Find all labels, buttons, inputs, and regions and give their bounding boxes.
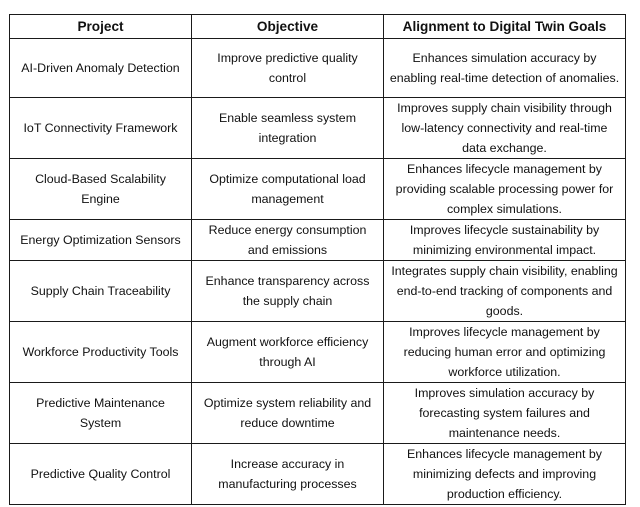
cell-alignment: Improves simulation accuracy by forecasting system failures and maintenance needs.: [384, 383, 626, 444]
cell-alignment: Improves lifecycle sustainability by minimizing environmental impact.: [384, 220, 626, 261]
cell-project: Energy Optimization Sensors: [10, 220, 192, 261]
table-row: [10, 98, 626, 159]
digital-twin-projects-table: [9, 14, 626, 505]
cell-alignment: Improves lifecycle management by reducing human error and optimizing workforce utilization.: [384, 322, 626, 383]
cell-objective: Increase accuracy in manufacturing processes: [192, 444, 384, 505]
cell-project: Cloud-Based Scalability Engine: [10, 159, 192, 220]
cell-project: IoT Connectivity Framework: [10, 98, 192, 159]
header-alignment: Alignment to Digital Twin Goals: [384, 15, 626, 39]
cell-objective: Enhance transparency across the supply chain: [192, 261, 384, 322]
cell-objective: Reduce energy consumption and emissions: [192, 220, 384, 261]
cell-project: Predictive Maintenance System: [10, 383, 192, 444]
table-row: [10, 383, 626, 444]
cell-alignment: Enhances lifecycle management by minimizing defects and improving production efficiency.: [384, 444, 626, 505]
cell-objective: Optimize system reliability and reduce downtime: [192, 383, 384, 444]
cell-objective: Augment workforce efficiency through AI: [192, 322, 384, 383]
header-objective: Objective: [192, 15, 384, 39]
cell-project: Supply Chain Traceability: [10, 261, 192, 322]
table-row: [10, 261, 626, 322]
cell-project: Workforce Productivity Tools: [10, 322, 192, 383]
cell-alignment: Enhances lifecycle management by providing scalable processing power for complex simulations.: [384, 159, 626, 220]
cell-objective: Optimize computational load management: [192, 159, 384, 220]
table-row: [10, 444, 626, 505]
cell-objective: Enable seamless system integration: [192, 98, 384, 159]
table-row: [10, 159, 626, 220]
cell-project: AI-Driven Anomaly Detection: [10, 39, 192, 98]
table-row: [10, 39, 626, 98]
cell-alignment: Integrates supply chain visibility, enabling end-to-end tracking of components and goods.: [384, 261, 626, 322]
cell-project: Predictive Quality Control: [10, 444, 192, 505]
cell-alignment: Improves supply chain visibility through low-latency connectivity and real-time data exchange.: [384, 98, 626, 159]
header-project: Project: [10, 15, 192, 39]
cell-objective: Improve predictive quality control: [192, 39, 384, 98]
table-header-row: [10, 15, 626, 39]
table-row: [10, 322, 626, 383]
cell-alignment: Enhances simulation accuracy by enabling real-time detection of anomalies.: [384, 39, 626, 98]
table-row: [10, 220, 626, 261]
table-container: [9, 14, 626, 505]
